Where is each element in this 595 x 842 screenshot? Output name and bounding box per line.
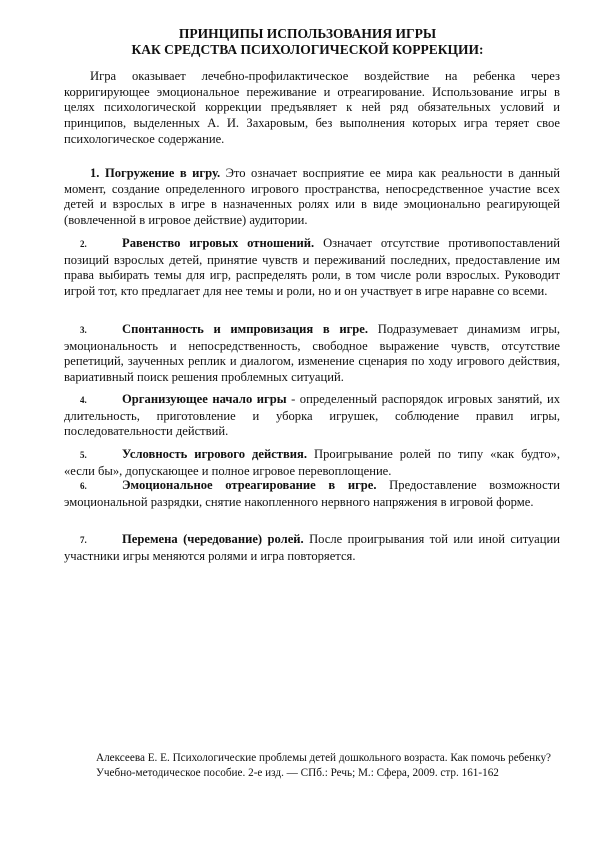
principle-text: После проигрывания той или иной ситуации участники игры меняются ролями и игра повторяется. <box>64 532 560 563</box>
principle-item-7 <box>64 532 560 564</box>
principle-text: Означает отсутствие противопоставлений позиций взрослых детей, принятие чувств и переживаний последних, предоставление им права выбирать темы для игр, распределять роли, в том числе роли взрослых. Руководит игрой тот, кто предлагает для нее темы и роли, но и он участвует в игре наравне со всеми. <box>64 236 560 299</box>
principle-number: 6. <box>80 481 87 491</box>
principle-text: Проигрывание ролей по типу «как будто», «если бы», допускающее и полное игровое перевоплощение. <box>64 447 560 478</box>
principle-item-1 <box>64 166 560 229</box>
principle-heading: Организующее начало игры <box>122 392 287 406</box>
page-title-line2: КАК СРЕДСТВА ПСИХОЛОГИЧЕСКОЙ КОРРЕКЦИИ: <box>131 42 484 57</box>
principle-text: - определенный распорядок игровых занятий, их длительность, приготовление и уборка игрушек, соблюдение правил игры, последовательности действий. <box>64 392 560 439</box>
principle-number: 5. <box>80 450 87 460</box>
principle-number: 1. <box>90 166 100 180</box>
principle-text: Это означает восприятие ее мира как реальности в данный момент, создание определенного игрового пространства, непосредственное участие всех детей и взрослых в игре в назначенных ролях или в виде эмоционально реагирующей (вовлеченной в игровое действие) аудитории. <box>64 166 560 228</box>
reference-citation <box>96 751 566 781</box>
principle-item-2 <box>64 236 560 300</box>
principle-number: 7. <box>80 535 87 545</box>
principle-item-4 <box>64 392 560 440</box>
principle-heading: Погружение в игру. <box>104 166 221 180</box>
principle-number: 3. <box>80 325 87 335</box>
principle-number: 4. <box>80 395 87 405</box>
page-title-line1: ПРИНЦИПЫ ИСПОЛЬЗОВАНИЯ ИГРЫ <box>178 26 437 41</box>
principle-text: Предоставление возможности эмоциональной разрядки, снятие накопленного нервного напряжения в игровой форме. <box>64 478 560 509</box>
principle-heading: Перемена (чередование) ролей. <box>122 532 304 546</box>
principle-heading: Спонтанность и импровизация в игре. <box>122 322 369 336</box>
principle-item-6 <box>64 478 560 510</box>
reference-line1: Алексеева Е. Е. Психологические проблемы детей дошкольного возраста. Как помочь ребенку? <box>96 752 552 764</box>
principle-item-5 <box>64 447 560 479</box>
principle-heading: Равенство игровых отношений. <box>122 236 315 250</box>
intro-paragraph: Игра оказывает лечебно-профилактическое воздействие на ребенка через корригирующее эмоциональное переживание и отреагирование. Использование игры в целях психологической коррекции предъявляет к ней ряд обязательных условий и принципов, выделенных А. И. Захаровым, без выполнения которых игра теряет свое психологическое содержание. <box>64 69 560 146</box>
principle-heading: Эмоциональное отреагирование в игре. <box>122 478 377 492</box>
principle-text: Подразумевает динамизм игры, эмоциональность и непосредственность, свободное выражение чувств, отсутствие репетиций, заученных реплик и диалогом, изменение сценария по ходу игрового действия, вариативный поиск решения проблемных ситуаций. <box>64 322 560 385</box>
principle-item-3 <box>64 322 560 386</box>
principle-heading: Условность игрового действия. <box>122 447 307 461</box>
principle-number: 2. <box>80 239 87 249</box>
reference-line2: Учебно-методическое пособие. 2-е изд. — СПб.: Речь; М.: Сфера, 2009. стр. 161-162 <box>96 767 499 780</box>
